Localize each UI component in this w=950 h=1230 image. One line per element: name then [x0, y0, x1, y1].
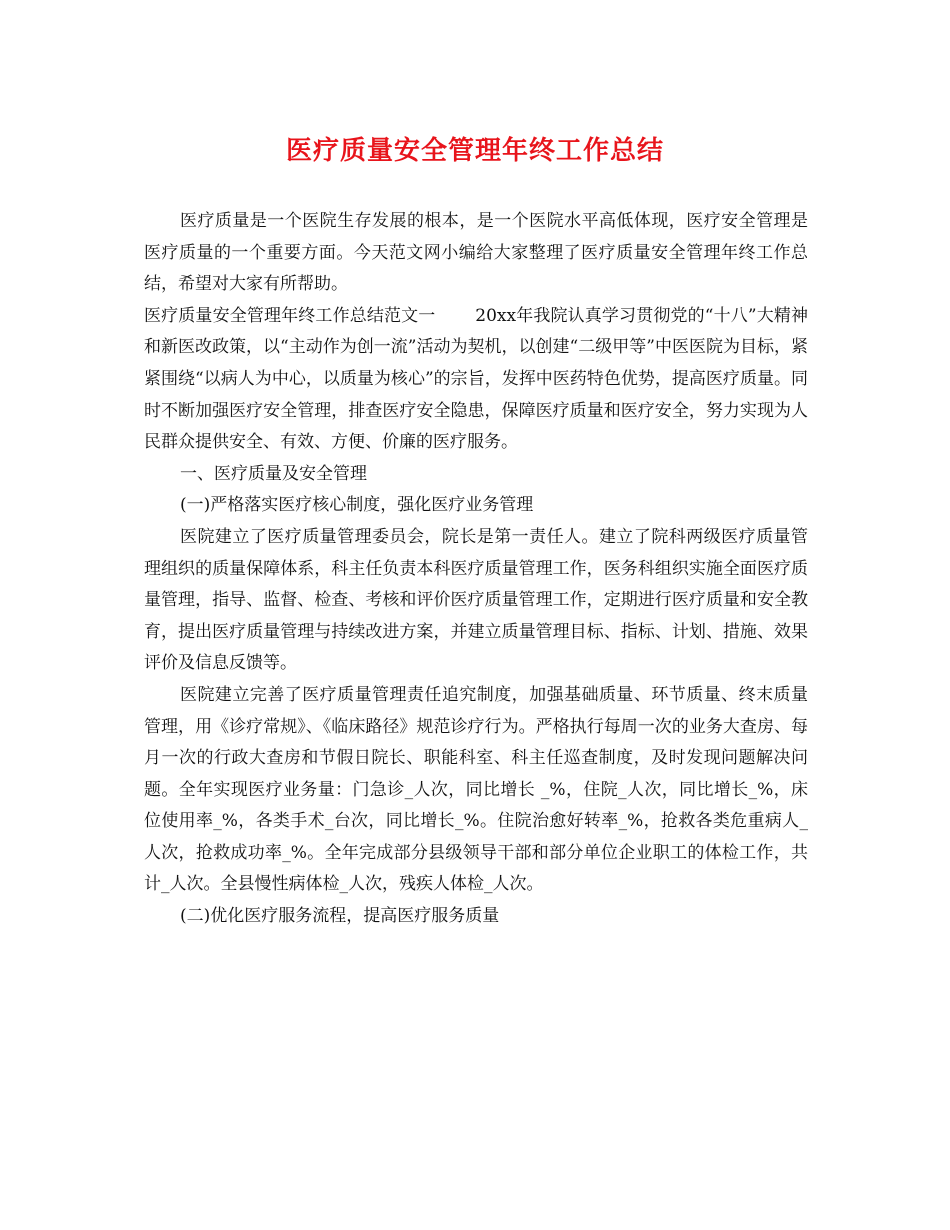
subsection-heading: (二)优化医疗服务流程，提高医疗服务质量: [180, 906, 500, 927]
document-body: [144, 206, 808, 933]
subsection-heading: (一)严格落实医疗核心制度，强化医疗业务管理: [180, 495, 534, 516]
paragraph-quality-committee: 医院建立了医疗质量管理委员会，院长是第一责任人。建立了院科两级医疗质量管理组织的质量保障体系，科主任负责本科医疗质量管理工作，医务科组织实施全面医疗质量管理，指导、监督、检查、考核和评价医疗质量管理工作，定期进行医疗质量和安全教育，提出医疗质量管理与持续改进方案，并建立质量管理目标、指标、计划、措施、效果评价及信息反馈等。: [144, 526, 808, 674]
section-heading: 一、医疗质量及安全管理: [180, 463, 367, 484]
paragraph-intro: 医疗质量是一个医院生存发展的根本，是一个医院水平高低体现，医疗安全管理是医疗质量的一个重要方面。今天范文网小编给大家整理了医疗质量安全管理年终工作总结，希望对大家有所帮助。: [144, 211, 808, 295]
paragraph-accountability: 医院建立完善了医疗质量管理责任追究制度，加强基础质量、环节质量、终末质量管理，用《诊疗常规》、《临床路径》规范诊疗行为。严格执行每周一次的业务大查房、每月一次的行政大查房和节假日院长、职能科室、科主任巡查制度，及时发现问题解决问题。全年实现医疗业务量：门急诊_人次，同比增长 _%，住院_人次，同比增长_%，床位使用率_%，各类手术_台次，同比增长_%。住院治愈好转率_%，抢救各类危重病人_人次，抢救成功率_%。全年完成部分县级领导干部和部分单位企业职工的体检工作，共计_人次。全县慢性病体检_人次，残疾人体检_人次。: [144, 684, 808, 895]
document-title: 医疗质量安全管理年终工作总结: [285, 136, 664, 166]
paragraph-sample-one: 医疗质量安全管理年终工作总结范文一 20xx年我院认真学习贯彻党的“十八”大精神和新医改政策，以“主动作为创一流”活动为契机，以创建“二级甲等”中医医院为目标，紧紧围绕“以病人为中心，以质量为核心”的宗旨，发挥中医药特色优势，提高医疗质量。同时不断加强医疗安全管理，排查医疗安全隐患，保障医疗质量和医疗安全，努力实现为人民群众提供安全、有效、方便、价廉的医疗服务。: [144, 305, 808, 453]
